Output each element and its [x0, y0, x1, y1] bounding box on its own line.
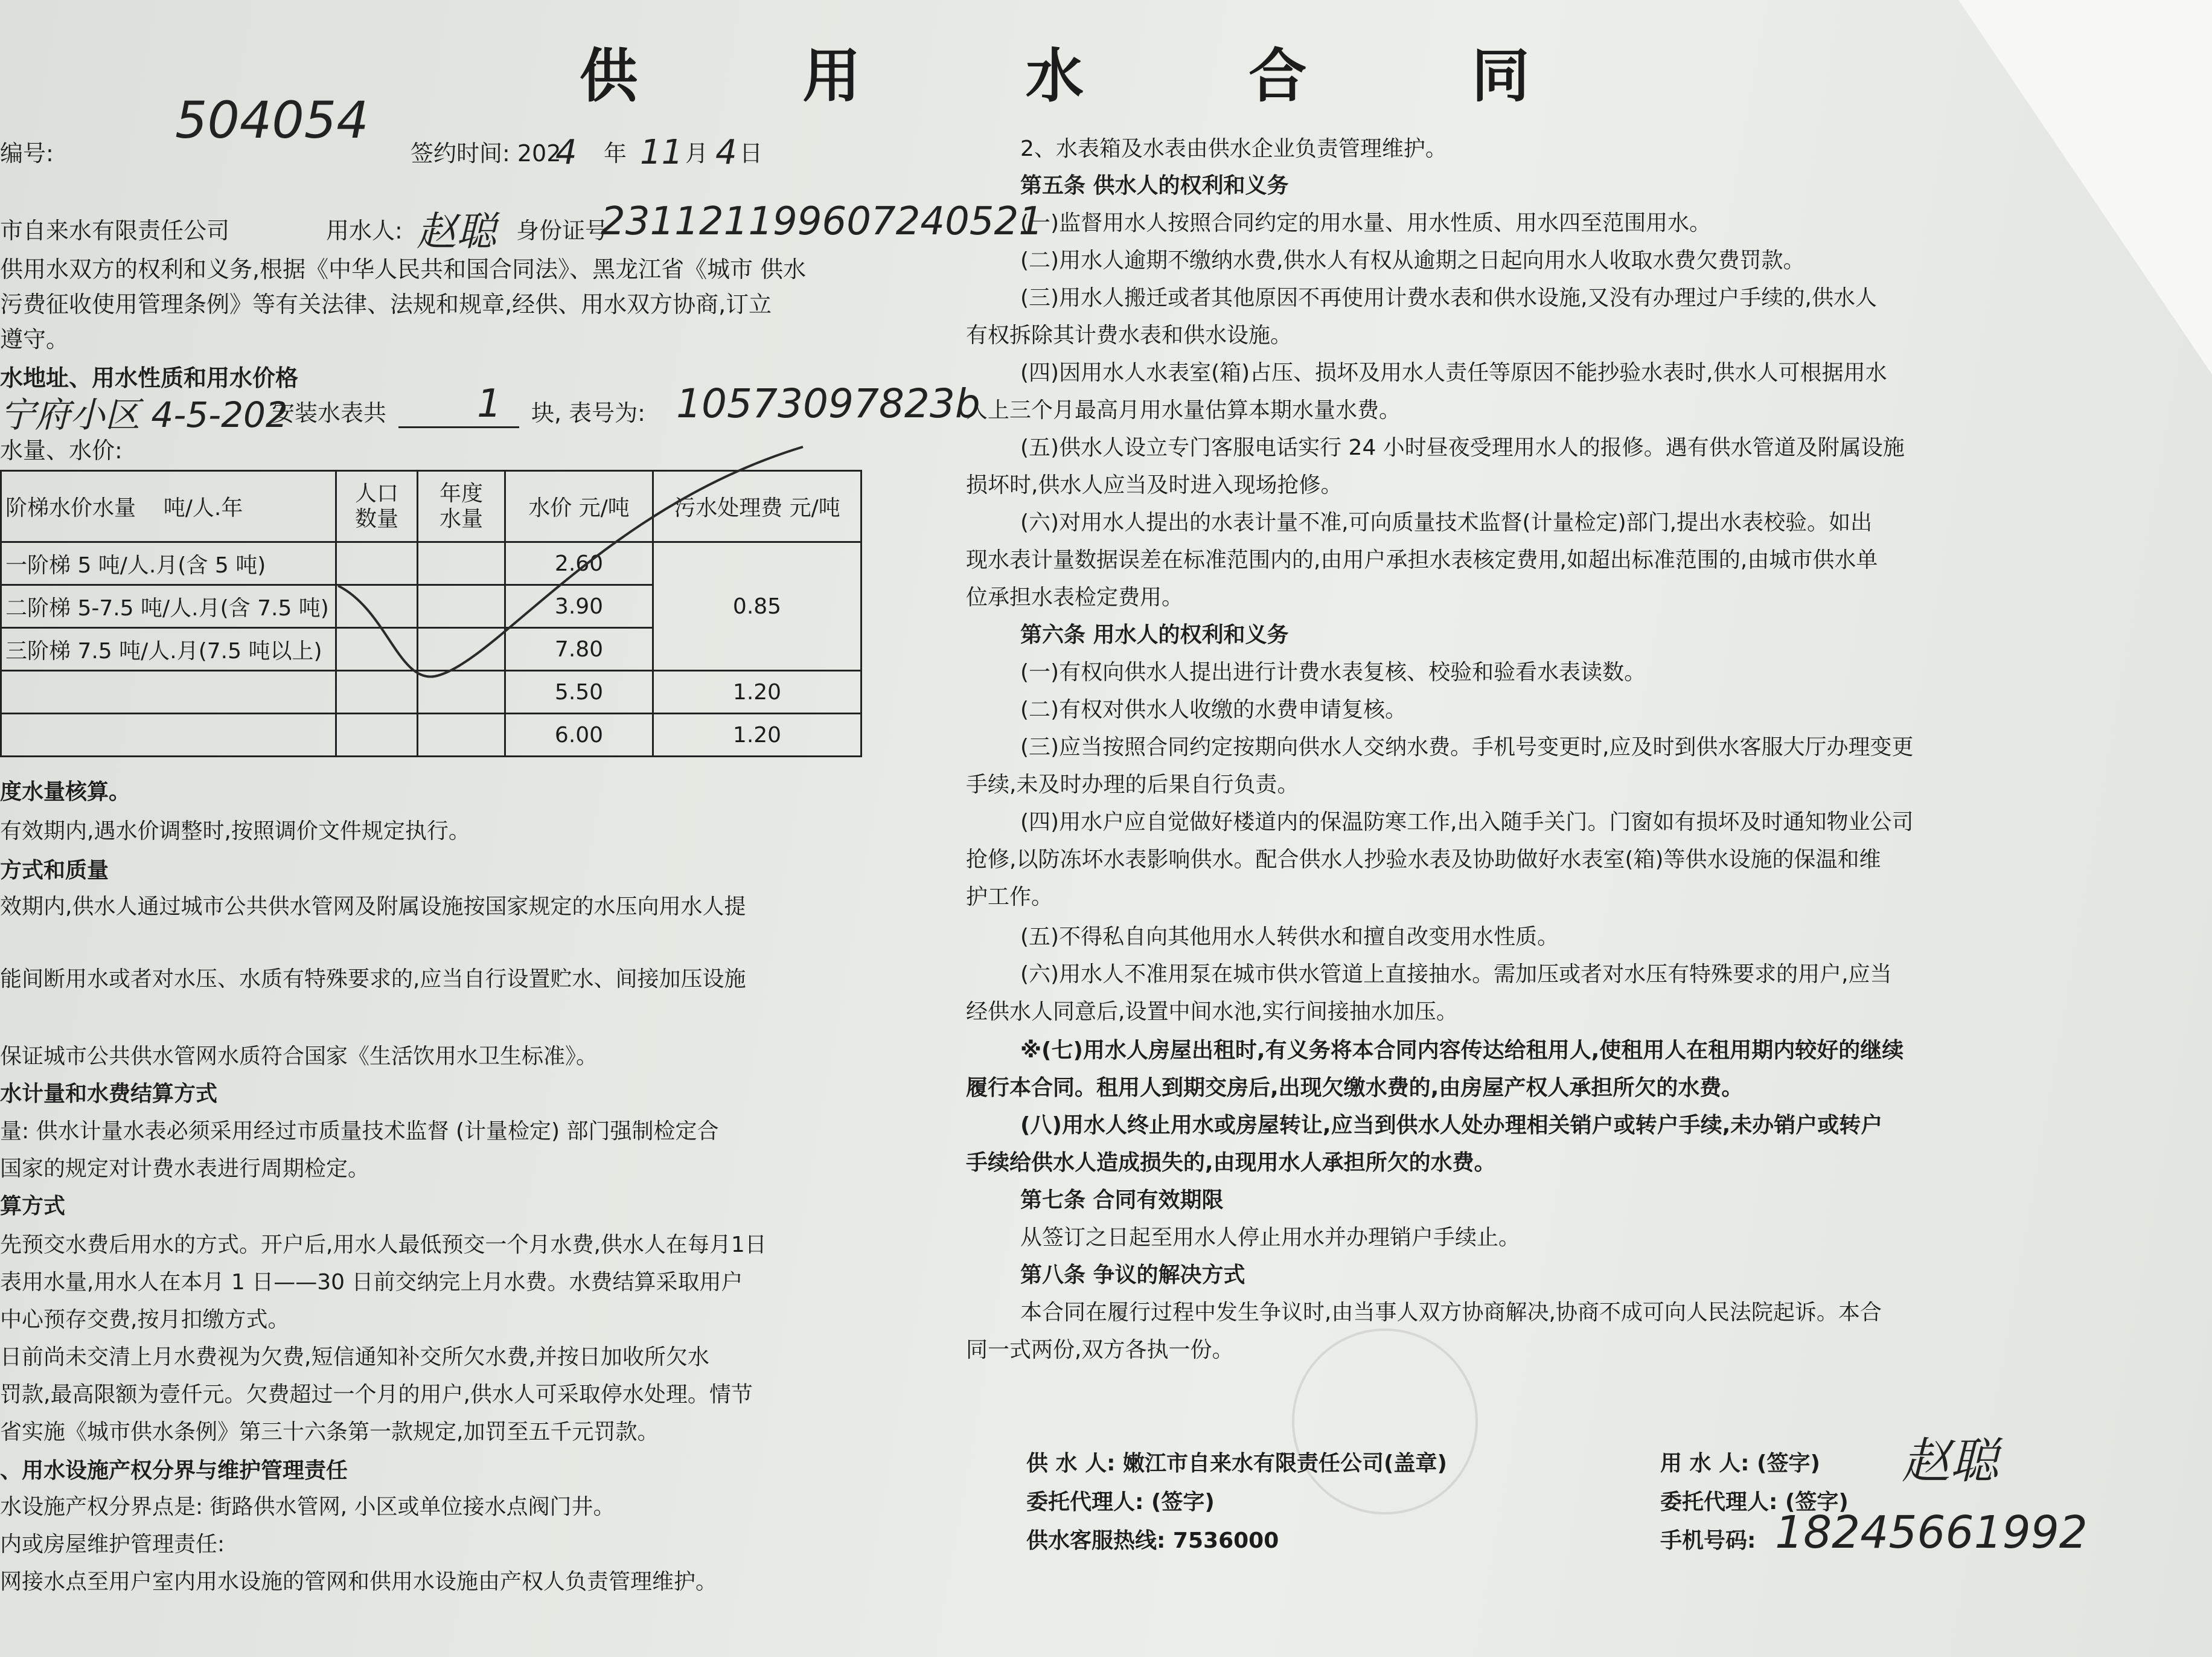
- table-cell-step: 三阶梯 7.5 吨/人.月(7.5 吨以上): [1, 628, 336, 671]
- handwritten-meter-count: 1: [477, 382, 502, 426]
- left-line-10: 算方式: [0, 1194, 66, 1219]
- left-line-19: 内或房屋维护管理责任:: [0, 1532, 225, 1557]
- intro-line-3: 遵守。: [0, 326, 69, 353]
- right-line-23: (六)用水人不准用泵在城市供水管道上直接抽水。需加压或者对水压有特殊要求的用户,应当: [1020, 962, 1892, 987]
- right-line-26: 履行本合同。租用人到期交房后,出现欠缴水费的,由房屋产权人承担所欠的水费。: [966, 1075, 1744, 1100]
- handwritten-signature: 赵聪: [1902, 1433, 1998, 1489]
- supplier-name: 市自来水有限责任公司: [0, 217, 230, 244]
- article-6-heading: 第六条 用水人的权利和义务: [1020, 623, 1289, 647]
- left-line-12: 表用水量,用水人在本月 1 日——30 日前交纳完上月水费。水费结算采取用户: [0, 1270, 743, 1295]
- right-line-32: 本合同在履行过程中发生争议时,由当事人双方协商解决,协商不成可向人民法院起诉。本合: [1020, 1300, 1882, 1325]
- phone-label: 手机号码:: [1660, 1528, 1756, 1553]
- contract-title: 供 用 水 合 同: [580, 42, 1602, 110]
- right-line-5: (三)用水人搬迁或者其他原因不再使用计费水表和供水设施,又没有办理过户手续的,供水人: [1020, 286, 1877, 310]
- table-cell-price: 6.00: [505, 714, 653, 757]
- table-header-step: 阶梯水价水量 吨/人.年: [1, 471, 336, 542]
- user-agent-line: 委托代理人: (签字): [1660, 1490, 1849, 1514]
- id-label: 身份证号: [516, 217, 609, 244]
- right-line-28: 手续给供水人造成损失的,由现用水人承担所欠的水费。: [966, 1150, 1496, 1175]
- right-line-15: (一)有权向供水人提出进行计费水表复核、校验和验看水表读数。: [1020, 660, 1646, 685]
- table-header-sewage: 污水处理费 元/吨: [653, 471, 861, 542]
- day-label: 日: [740, 140, 763, 167]
- right-line-8: 人上三个月最高月用水量估算本期水量水费。: [966, 398, 1401, 423]
- left-line-15: 罚款,最高限额为壹仟元。欠费超过一个月的用户,供水人可采取停水处理。情节: [0, 1382, 753, 1407]
- left-line-18: 水设施产权分界点是: 街路供水管网, 小区或单位接水点阀门井。: [0, 1495, 615, 1519]
- sign-date-label: 签约时间: 202: [411, 140, 561, 167]
- contract-no-label: 编号:: [0, 140, 54, 167]
- table-cell-step: 一阶梯 5 吨/人.月(含 5 吨): [1, 542, 336, 585]
- right-line-18: 手续,未及时办理的后果自行负责。: [966, 772, 1299, 797]
- left-line-11: 先预交水费后用水的方式。开户后,用水人最低预交一个月水费,供水人在每月1日: [0, 1232, 767, 1257]
- table-header-price: 水价 元/吨: [505, 471, 653, 542]
- right-line-7: (四)因用水人水表室(箱)占压、损坏及用水人责任等原因不能抄验水表时,供水人可根据用水: [1020, 361, 1887, 385]
- left-line-6: 保证城市公共供水管网水质符合国家《生活饮用水卫生标准》。: [0, 1044, 598, 1069]
- user-label: 用水人:: [326, 217, 403, 244]
- year-label: 年: [604, 140, 627, 167]
- handwritten-id-number: 231121199607240521: [601, 199, 1043, 244]
- article-5-heading: 第五条 供水人的权利和义务: [1020, 173, 1289, 198]
- left-line-1: 度水量核算。: [0, 780, 131, 804]
- left-line-2: 有效期内,遇水价调整时,按照调价文件规定执行。: [0, 819, 470, 844]
- right-line-1: 2、水表箱及水表由供水企业负责管理维护。: [1020, 136, 1447, 161]
- handwritten-day: 4: [715, 133, 737, 172]
- left-line-9: 国家的规定对计费水表进行周期检定。: [0, 1156, 370, 1181]
- right-line-24: 经供水人同意后,设置中间水池,实行间接抽水加压。: [966, 999, 1458, 1024]
- intro-line-2: 污费征收使用管理条例》等有关法律、法规和规章,经供、用水双方协商,订立: [0, 291, 772, 318]
- table-cell-price: 3.90: [505, 585, 653, 628]
- article-7-heading: 第七条 合同有效期限: [1020, 1188, 1224, 1213]
- handwritten-contract-no: 504054: [175, 91, 369, 150]
- right-line-3: (一)监督用水人按照合同约定的用水量、用水性质、用水四至范围用水。: [1020, 211, 1712, 236]
- table-cell-price: 5.50: [505, 671, 653, 714]
- intro-line-1: 供用水双方的权利和义务,根据《中华人民共和国合同法》、黑龙江省《城市 供水: [0, 256, 807, 283]
- table-cell-price: 2.60: [505, 542, 653, 585]
- month-label: 月: [685, 140, 709, 167]
- left-line-14: 日前尚未交清上月水费视为欠费,短信通知补交所欠水费,并按日加收所欠水: [0, 1345, 709, 1370]
- handwritten-meter-no: 10573097823b: [676, 380, 980, 427]
- right-line-9: (五)供水人设立专门客服电话实行 24 小时昼夜受理用水人的报修。遇有供水管道及附属设施: [1020, 435, 1905, 460]
- right-line-10: 损坏时,供水人应当及时进入现场抢修。: [966, 473, 1343, 498]
- handwritten-month: 11: [640, 133, 683, 172]
- left-line-7: 水计量和水费结算方式: [0, 1082, 218, 1106]
- right-line-19: (四)用水户应自觉做好楼道内的保温防寒工作,出入随手关门。门窗如有损坏及时通知物业公司: [1020, 810, 1914, 835]
- left-line-4: 效期内,供水人通过城市公共供水管网及附属设施按国家规定的水压向用水人提: [0, 894, 746, 919]
- article-8-heading: 第八条 争议的解决方式: [1020, 1263, 1245, 1287]
- left-line-13: 中心预存交费,按月扣缴方式。: [0, 1307, 290, 1332]
- handwritten-address: 宁府小区 4-5-202: [0, 394, 288, 435]
- right-line-6: 有权拆除其计费水表和供水设施。: [966, 323, 1293, 348]
- right-line-13: 位承担水表检定费用。: [966, 585, 1184, 610]
- left-line-17: 、用水设施产权分界与维护管理责任: [0, 1458, 348, 1483]
- meter-count-prefix: 安装水表共: [272, 400, 387, 426]
- handwritten-year: 4: [555, 133, 577, 172]
- handwritten-phone: 18245661992: [1775, 1507, 2088, 1559]
- section-1-heading: 水地址、用水性质和用水价格: [0, 365, 299, 391]
- right-line-12: 现水表计量数据误差在标准范围内的,由用户承担水表核定费用,如超出标准范围的,由城市供水单: [966, 548, 1878, 572]
- supplier-signature-line: 供 水 人: 嫩江市自来水有限责任公司(盖章): [1026, 1451, 1447, 1476]
- right-line-21: 护工作。: [966, 885, 1053, 909]
- table-header-yearly: 年度 水量: [418, 471, 505, 542]
- supplier-agent-line: 委托代理人: (签字): [1026, 1490, 1215, 1514]
- table-cell-sewage: 0.85: [653, 542, 861, 671]
- user-signature-line: 用 水 人: (签字): [1660, 1451, 1820, 1476]
- right-line-4: (二)用水人逾期不缴纳水费,供水人有权从逾期之日起向用水人收取水费欠费罚款。: [1020, 248, 1805, 273]
- right-line-33: 同一式两份,双方各执一份。: [966, 1338, 1234, 1362]
- right-line-22: (五)不得私自向其他用水人转供水和擅自改变用水性质。: [1020, 925, 1559, 949]
- right-line-30: 从签订之日起至用水人停止用水并办理销户手续止。: [1020, 1225, 1521, 1250]
- right-line-11: (六)对用水人提出的水表计量不准,可向质量技术监督(计量检定)部门,提出水表校验。如出: [1020, 510, 1873, 535]
- faint-seal: [1292, 1328, 1478, 1514]
- right-line-16: (二)有权对供水人收缴的水费申请复核。: [1020, 697, 1407, 722]
- table-cell-sewage: 1.20: [653, 671, 861, 714]
- left-line-16: 省实施《城市供水条例》第三十六条第一款规定,加罚至五千元罚款。: [0, 1420, 659, 1444]
- left-line-20: 网接水点至用户室内用水设施的管网和供用水设施由产权人负责管理维护。: [0, 1569, 718, 1594]
- right-line-17: (三)应当按照合同约定按期向供水人交纳水费。手机号变更时,应及时到供水客服大厅办理变更: [1020, 735, 1914, 760]
- table-header-people: 人口 数量: [336, 471, 418, 542]
- right-line-20: 抢修,以防冻坏水表影响供水。配合供水人抄验水表及协助做好水表室(箱)等供水设施的保温和维: [966, 847, 1881, 872]
- left-line-8: 量: 供水计量水表必须采用经过市质量技术监督 (计量检定) 部门强制检定合: [0, 1119, 719, 1144]
- right-line-27: (八)用水人终止用水或房屋转让,应当到供水人处办理相关销户或转户手续,未办销户或转户: [1020, 1113, 1883, 1138]
- handwritten-user-name: 赵聪: [417, 208, 496, 255]
- left-line-3: 方式和质量: [0, 858, 109, 883]
- price-label: 水量、水价:: [0, 437, 123, 464]
- meter-no-label: 块, 表号为:: [531, 400, 645, 426]
- service-hotline-line: 供水客服热线: 7536000: [1026, 1528, 1279, 1553]
- right-line-25: ※(七)用水人房屋出租时,有义务将本合同内容传达给租用人,使租用人在租用期内较好的继续: [1020, 1038, 1904, 1063]
- table-cell-price: 7.80: [505, 628, 653, 671]
- table-cell-sewage: 1.20: [653, 714, 861, 757]
- table-cell-step: 二阶梯 5-7.5 吨/人.月(含 7.5 吨): [1, 585, 336, 628]
- left-line-5: 能间断用水或者对水压、水质有特殊要求的,应当自行设置贮水、间接加压设施: [0, 967, 746, 992]
